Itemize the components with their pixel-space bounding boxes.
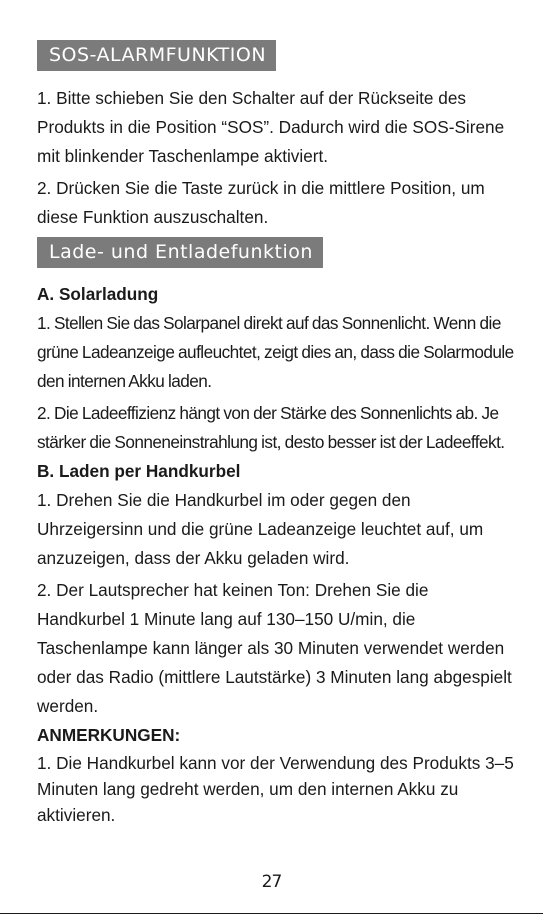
sos-step-1: 1. Bitte schieben Sie den Schalter auf der Rückseite des Produkts in die Position “SOS”. Dadurch wird die SOS-Sirene mit blinkender Taschenlampe aktiviert.: [37, 88, 505, 166]
notes-step-1: 1. Die Handkurbel kann vor der Verwendung des Produkts 3–5 Minuten lang gedreht werden, um den internen Akku zu aktivieren.: [37, 753, 514, 825]
bottom-divider: [0, 913, 543, 914]
sos-step-2: 2. Drücken Sie die Taste zurück in die mittlere Position, um diese Funktion auszuschalten.: [37, 178, 485, 227]
hand-crank-step-2: 2. Der Lautsprecher hat keinen Ton: Drehen Sie die Handkurbel 1 Minute lang auf 130–150 U/min, die Taschenlampe kann länger als 30 Minuten verwendet werden oder das Radio (mittlere Lautstärke) 3 Minuten lang abgespielt werden.: [37, 580, 512, 716]
sos-section-title: SOS-ALARMFUNKTION: [37, 40, 276, 71]
hand-crank-heading: B. Laden per Handkurbel: [37, 461, 241, 481]
notes-heading: ANMERKUNGEN:: [37, 725, 181, 745]
charge-section-title: Lade- und Entladefunktion: [37, 237, 323, 268]
manual-page: [37, 40, 519, 828]
solar-charging-heading: A. Solarladung: [37, 284, 159, 304]
solar-step-1: 1. Stellen Sie das Solarpanel direkt auf das Sonnenlicht. Wenn die grüne Ladeanzeige aufleuchtet, zeigt dies an, dass die Solarmodule den internen Akku laden.: [37, 313, 514, 391]
page-number: 27: [261, 872, 282, 892]
solar-step-2: 2. Die Ladeeffizienz hängt von der Stärke des Sonnenlichts ab. Je stärker die Sonneneinstrahlung ist, desto besser ist der Ladeeffekt.: [37, 403, 505, 452]
hand-crank-step-1: 1. Drehen Sie die Handkurbel im oder gegen den Uhrzeigersinn und die grüne Ladeanzeige leuchtet auf, um anzuzeigen, dass der Akku geladen wird.: [37, 490, 484, 568]
